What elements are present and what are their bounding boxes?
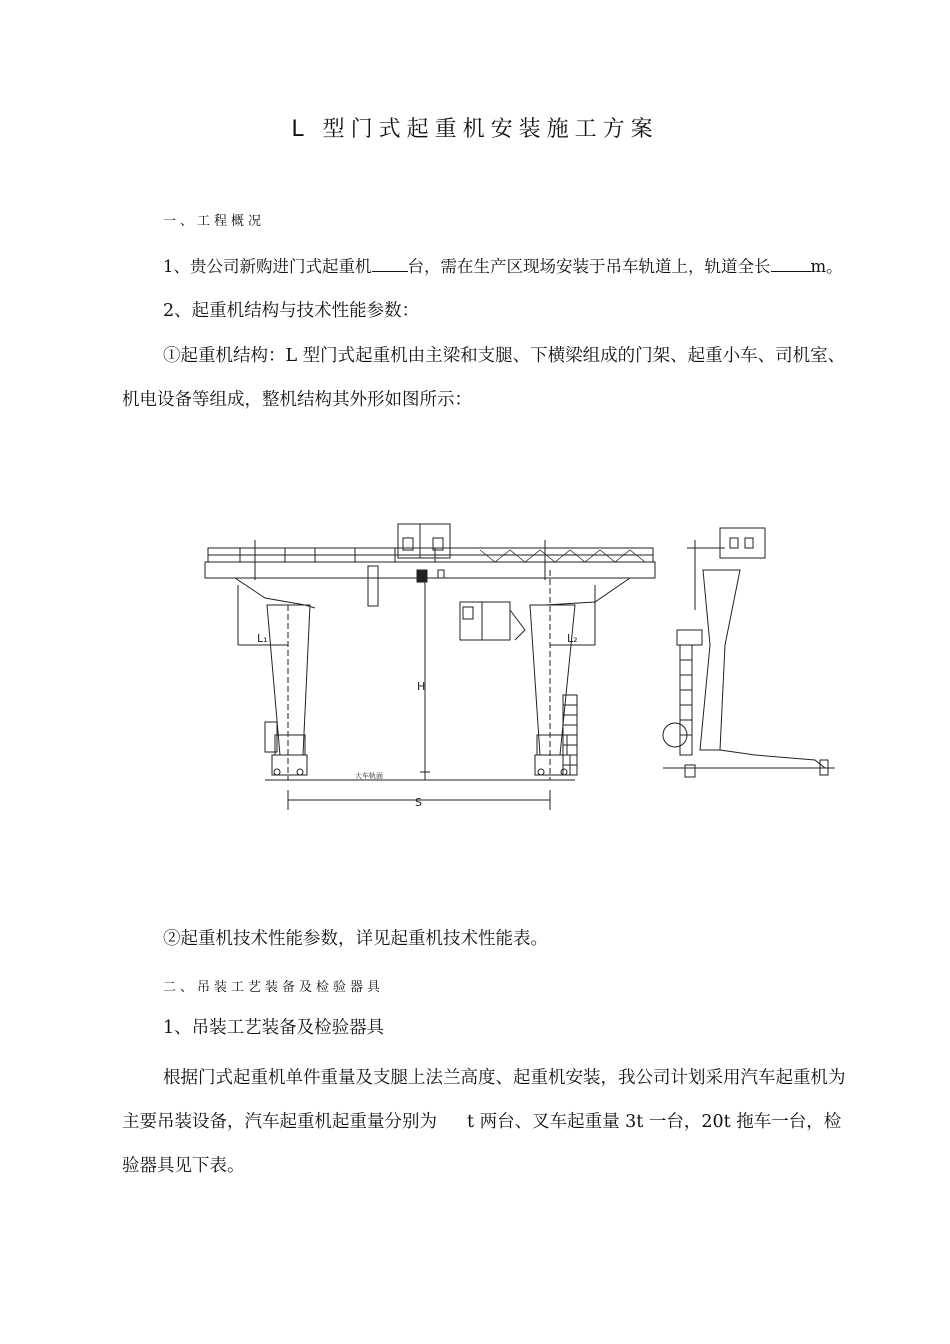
p1-text-c: m。 — [810, 257, 843, 276]
main-girder — [205, 562, 655, 578]
label-h: H — [417, 680, 426, 693]
crane-structure-diagram — [195, 510, 855, 820]
label-s: S — [415, 796, 422, 809]
paragraph-1 — [122, 253, 847, 281]
trolley-cab-left — [398, 524, 420, 558]
blank-quantity — [372, 255, 408, 272]
p6-text-a: 根据门式起重机单件重量及支腿上法兰高度、起重机安装，我公司计划采用汽车起重机为主要吊装设备，汽车起重机起重量分别为 — [122, 1068, 846, 1132]
section-heading-overview: 一、工程概况 — [163, 214, 266, 229]
section-heading-equipment: 二、吊装工艺装备及检验器具 — [163, 980, 385, 995]
p1-text-b: 台，需在生产区现场安装于吊车轨道上，轨道全长 — [407, 257, 771, 276]
label-l1: L₁ — [257, 632, 268, 645]
paragraph-2: 2、起重机结构与技术性能参数： — [163, 301, 420, 321]
paragraph-6 — [122, 1056, 847, 1188]
paragraph-5: 1、吊装工艺装备及检验器具 — [163, 1018, 385, 1038]
p1-text-a: 1、贵公司新购进门式起重机 — [163, 257, 372, 276]
paragraph-3: ①起重机结构：L 型门式起重机由主梁和支腿、下横梁组成的门架、起重小车、司机室、机电设备等组成，整机结构其外形如图所示： — [122, 346, 846, 410]
blank-rail-length — [771, 255, 811, 272]
right-leg — [530, 605, 575, 755]
crane-side-view — [663, 528, 835, 777]
label-l2: L₂ — [567, 632, 578, 645]
document-title: L 型门式起重机安装施工方案 — [291, 117, 659, 142]
paragraph-4: ②起重机技术性能参数，详见起重机技术性能表。 — [163, 929, 548, 949]
label-rail: 大车轨面 — [355, 772, 383, 780]
blank-crane-capacity — [437, 1111, 467, 1127]
p6-text-b: t 两台、叉车起重量 3t 一台，20t 拖车一台，检验器具见下表。 — [122, 1112, 842, 1176]
